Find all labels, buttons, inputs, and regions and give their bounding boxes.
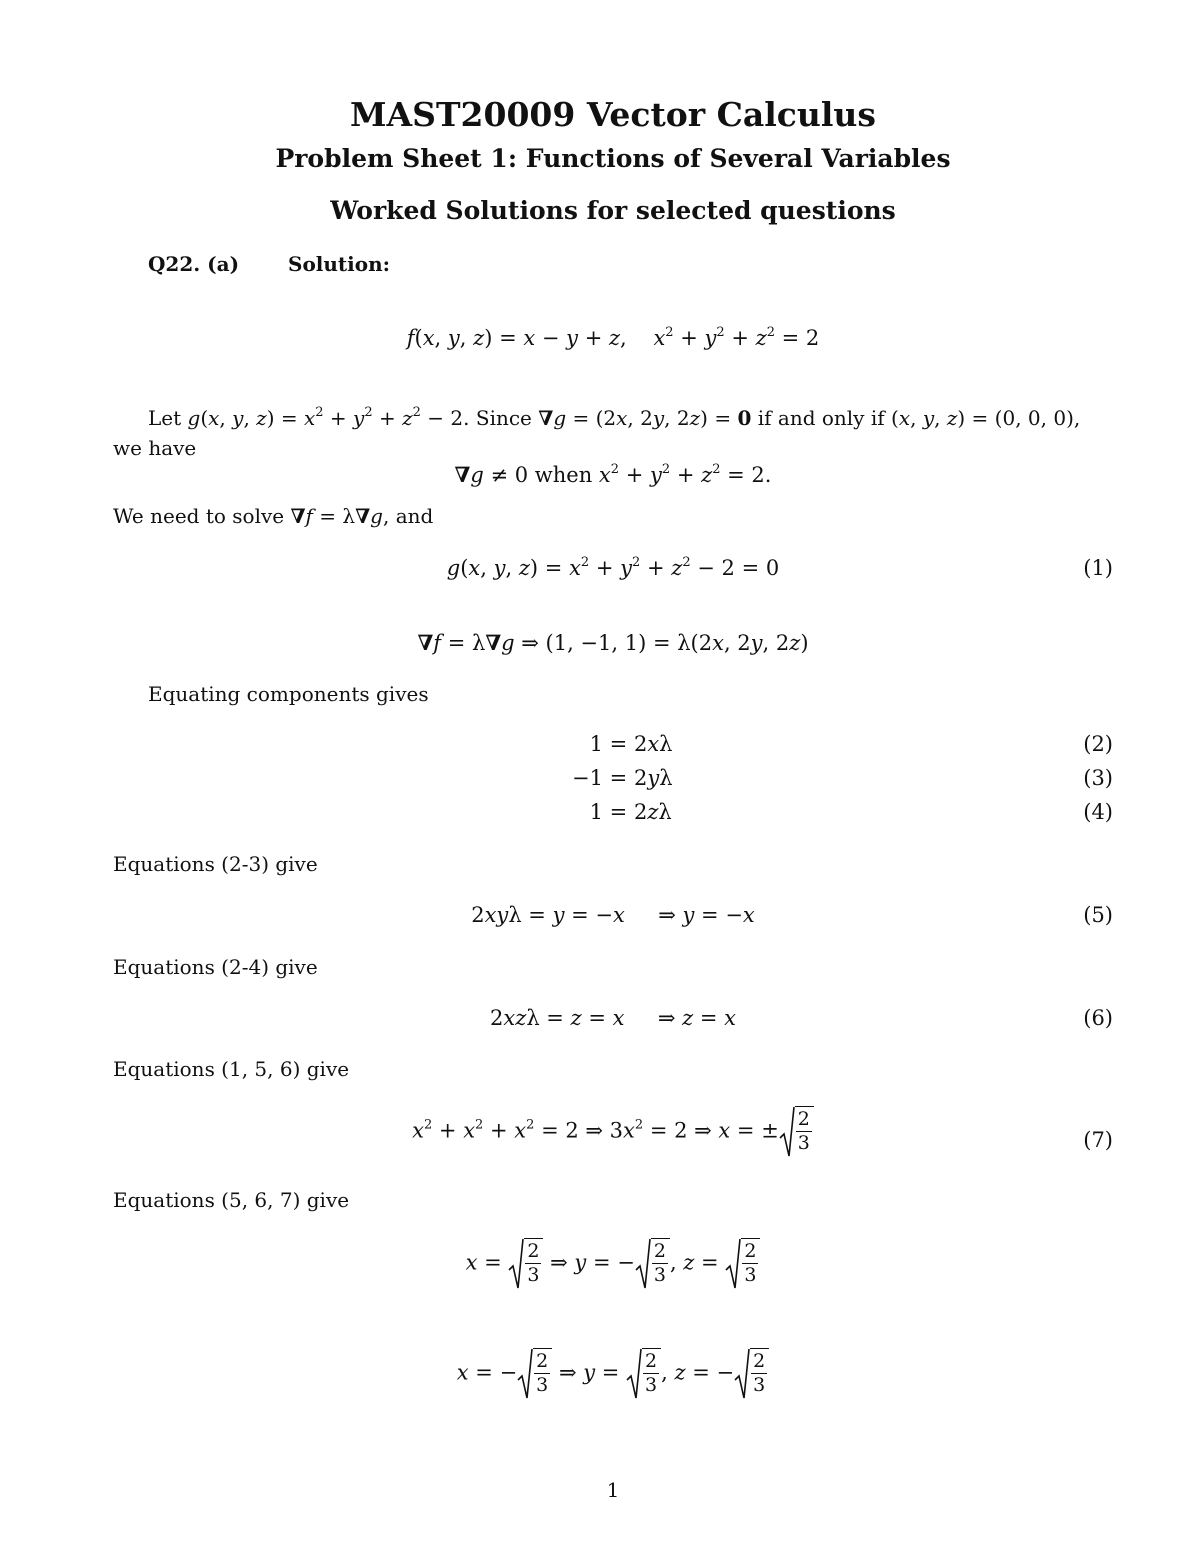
radical-sign-icon bbox=[725, 1238, 741, 1290]
equations-2-4-text: Equations (2-4) give bbox=[113, 955, 318, 979]
equations-5-6-7-text: Equations (5, 6, 7) give bbox=[113, 1188, 350, 1212]
equating-components-text: Equating components gives bbox=[148, 682, 429, 706]
equation-3: −1 = 2yλ bbox=[572, 766, 673, 790]
radical-sign-icon bbox=[779, 1106, 795, 1158]
equation-number-4: (4) bbox=[1083, 800, 1113, 824]
equation-5: 2xyλ = y = −x ⇒ y = −x bbox=[471, 903, 755, 927]
since-word: Since bbox=[475, 406, 532, 430]
equation-number-5: (5) bbox=[1083, 903, 1113, 927]
radical-sign-icon bbox=[508, 1238, 524, 1290]
page-subtitle-worked: Worked Solutions for selected questions bbox=[330, 196, 896, 225]
radical-sign-icon bbox=[517, 1348, 533, 1400]
equation-number-1: (1) bbox=[1083, 556, 1113, 580]
iff-words: if and only if bbox=[757, 406, 885, 430]
equation-number-6: (6) bbox=[1083, 1006, 1113, 1030]
equation-4: 1 = 2zλ bbox=[589, 800, 672, 824]
equation-7: $x^2 + x^2 + x^2 = 2$ ⇒ $3x^2 = 2$ ⇒ x = ± $\frac{2}{3}$ bbox=[0, 1106, 1200, 1158]
equation-number-2: (2) bbox=[1083, 732, 1113, 756]
let-word: Let bbox=[148, 406, 182, 430]
equation-1: g(x, y, $z) = x^2 + y^2 + z^2 - 2 = 0$ bbox=[446, 555, 780, 580]
lagrange-equation: ∇f = λ∇g ⇒ (1, −1, 1) = λ(2x, 2y, 2z) bbox=[417, 630, 809, 655]
and-word: and bbox=[395, 504, 434, 528]
sqrt-two-thirds: $\frac{2}{3}$ bbox=[635, 1238, 670, 1290]
sqrt-two-thirds: $\frac{2}{3}$ bbox=[779, 1106, 814, 1158]
grad-g-nonzero-equation: ∇g ≠ 0 when $x^2 + y^2 + z^2 = 2$. bbox=[454, 462, 772, 487]
paragraph-need-solve: We need to solve ∇f = λ∇g, and bbox=[113, 504, 434, 528]
sqrt-two-thirds: $\frac{2}{3}$ bbox=[508, 1238, 543, 1290]
equation-6: 2xzλ = z = x ⇒ z = x bbox=[490, 1006, 736, 1030]
solution-negative-equation: x = − $\frac{2}{3}$ ⇒ y = $\frac{2}{3}$ , z = − $\frac{2}{3}$ bbox=[0, 1348, 1200, 1400]
page-subtitle: Problem Sheet 1: Functions of Several Variables bbox=[275, 144, 951, 173]
sqrt-two-thirds: $\frac{2}{3}$ bbox=[626, 1348, 661, 1400]
radical-sign-icon bbox=[734, 1348, 750, 1400]
paragraph-let-g: Let g(x, y, $z) = x^2 + y^2 + z^2 - 2$. Since ∇g = (2x, 2y, 2z) = 0 if and only if (x, y, z) = (0, 0, 0), bbox=[148, 405, 1081, 430]
question-label: Q22. (a) bbox=[148, 252, 240, 276]
radical-sign-icon bbox=[626, 1348, 642, 1400]
page-title: MAST20009 Vector Calculus bbox=[350, 95, 876, 134]
sqrt-two-thirds: $\frac{2}{3}$ bbox=[725, 1238, 760, 1290]
solution-label: Solution: bbox=[288, 252, 391, 276]
equation-2: 1 = 2xλ bbox=[589, 732, 673, 756]
sqrt-two-thirds: $\frac{2}{3}$ bbox=[734, 1348, 769, 1400]
we-have-text: we have bbox=[113, 436, 197, 460]
equation-number-7: (7) bbox=[1083, 1128, 1113, 1152]
need-solve-words: We need to solve bbox=[113, 504, 285, 528]
radical-sign-icon bbox=[635, 1238, 651, 1290]
equation-number-3: (3) bbox=[1083, 766, 1113, 790]
equations-1-5-6-text: Equations (1, 5, 6) give bbox=[113, 1057, 350, 1081]
when-word: when bbox=[534, 463, 593, 487]
problem-equation: f(x, y, z) = x − y + z, $x^2 + y^2 + z^2 = 2$ bbox=[406, 325, 820, 350]
sqrt-two-thirds: $\frac{2}{3}$ bbox=[517, 1348, 552, 1400]
page-number: 1 bbox=[606, 1478, 620, 1502]
equations-2-3-text: Equations (2-3) give bbox=[113, 852, 318, 876]
solution-positive-equation: x = $\frac{2}{3}$ ⇒ y = − $\frac{2}{3}$ , z = $\frac{2}{3}$ bbox=[0, 1238, 1200, 1290]
